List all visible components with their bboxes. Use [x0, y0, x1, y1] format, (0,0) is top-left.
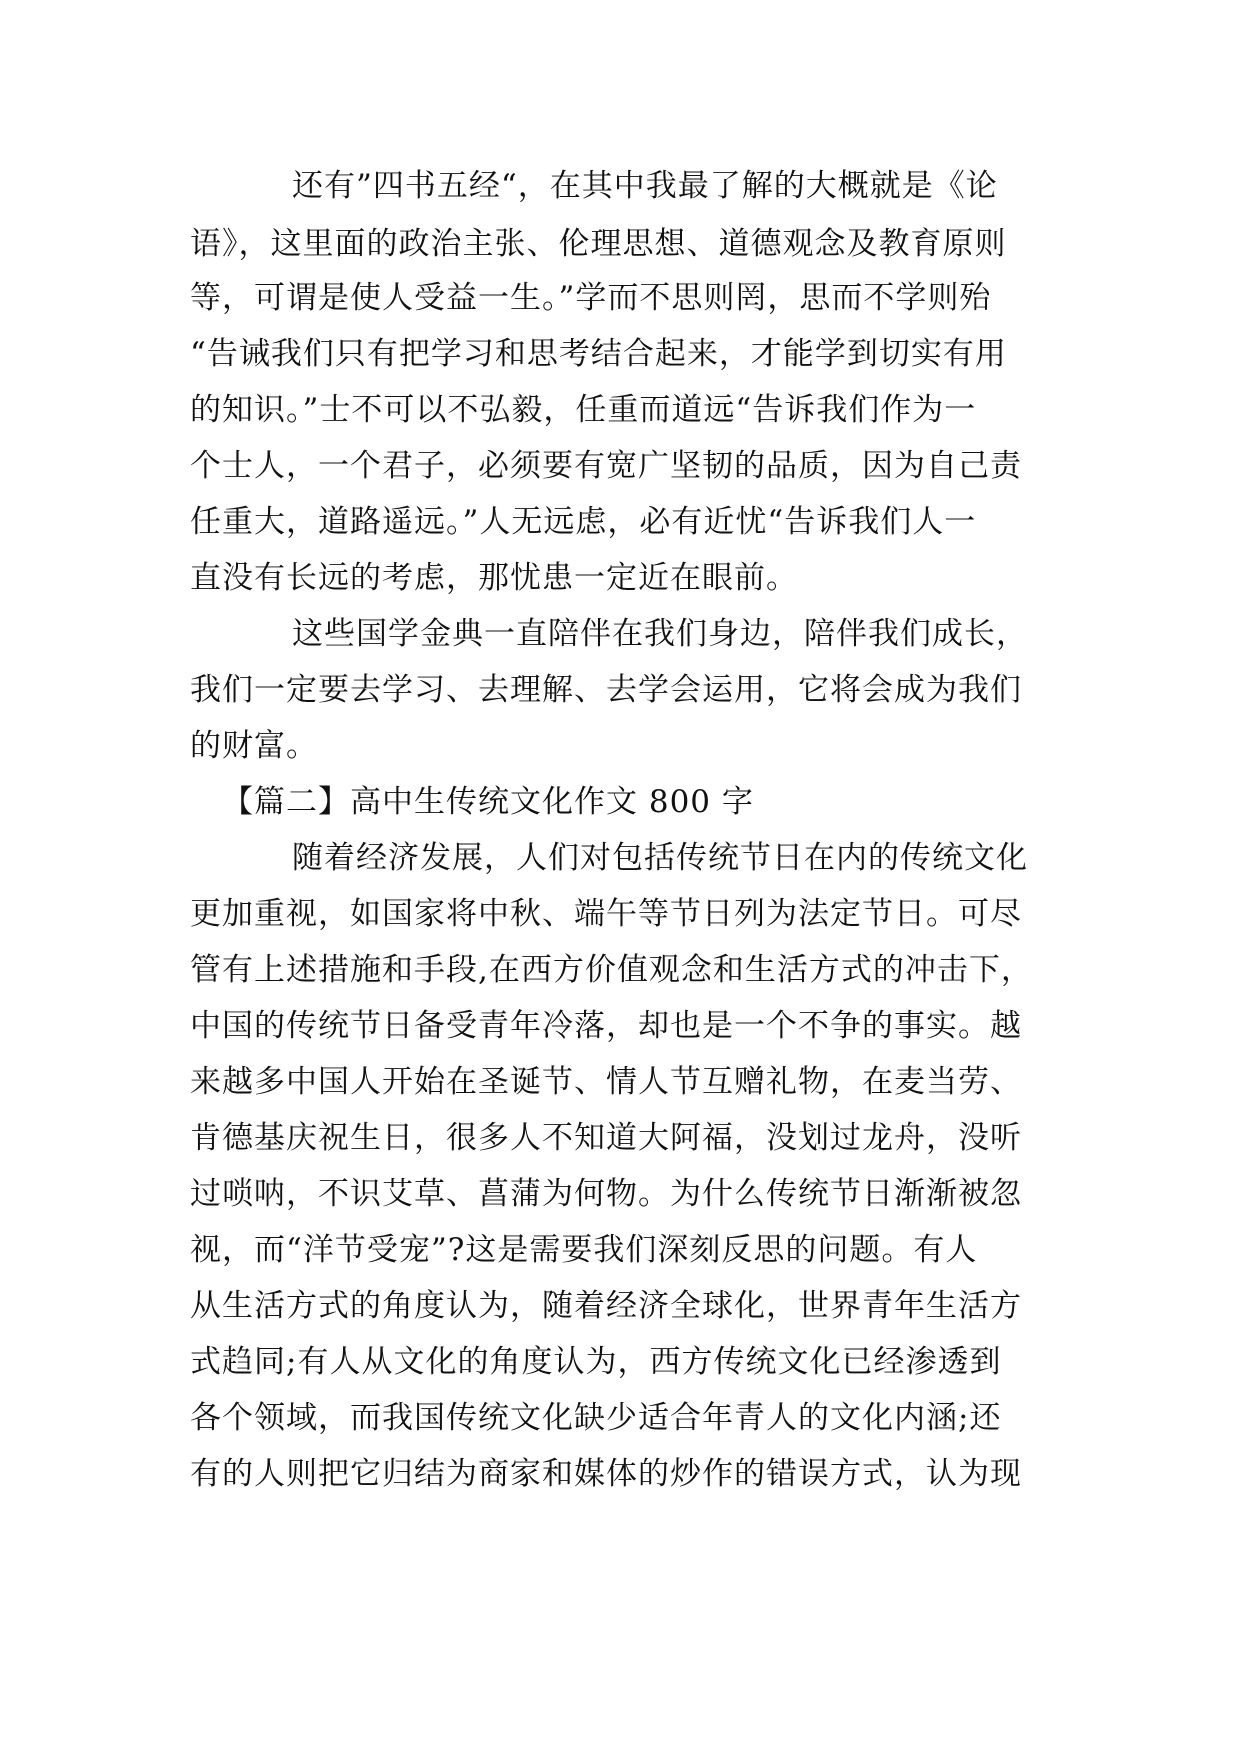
paragraph-line: 任重大，道路遥远。”人无远虑，必有近忧“告诉我们人一 — [190, 504, 977, 540]
paragraph-line: 肯德基庆祝生日，很多人不知道大阿福，没划过龙舟，没听 — [190, 1120, 1022, 1156]
paragraph-line: 视，而“洋节受宠”?这是需要我们深刻反思的问题。有人 — [190, 1232, 978, 1268]
paragraph-line: 的财富。 — [190, 728, 318, 764]
paragraph-line: 管有上述措施和手段,在西方价值观念和生活方式的冲击下， — [190, 952, 1033, 988]
paragraph-line: 还有”四书五经“，在其中我最了解的大概就是《论 — [292, 168, 998, 204]
paragraph-line: 有的人则把它归结为商家和媒体的炒作的错误方式，认为现 — [190, 1456, 1022, 1492]
paragraph-line: 的知识。”士不可以不弘毅，任重而道远“告诉我们作为一 — [190, 392, 977, 428]
paragraph-line: 这些国学金典一直陪伴在我们身边，陪伴我们成长， — [292, 616, 1028, 652]
paragraph-line: 各个领域，而我国传统文化缺少适合年青人的文化内涵;还 — [190, 1400, 1002, 1436]
paragraph-line: 来越多中国人开始在圣诞节、情人节互赠礼物，在麦当劳、 — [190, 1064, 1022, 1100]
paragraph-line: 语》，这里面的政治主张、伦理思想、道德观念及教育原则 — [190, 226, 1007, 262]
paragraph-line: 我们一定要去学习、去理解、去学会运用，它将会成为我们 — [190, 672, 1022, 708]
section-heading: 【篇二】高中生传统文化作文 800 字 — [222, 784, 754, 820]
paragraph-line: 等，可谓是使人受益一生。”学而不思则罔，思而不学则殆 — [190, 280, 992, 316]
paragraph-line: “告诫我们只有把学习和思考结合起来，才能学到切实有用 — [190, 336, 1007, 372]
paragraph-line: 过唢呐，不识艾草、菖蒲为何物。为什么传统节日渐渐被忽 — [190, 1176, 1022, 1212]
paragraph-line: 直没有长远的考虑，那忧患一定近在眼前。 — [190, 560, 798, 596]
paragraph-line: 随着经济发展，人们对包括传统节日在内的传统文化 — [292, 840, 1028, 876]
paragraph-line: 从生活方式的角度认为，随着经济全球化，世界青年生活方 — [190, 1288, 1022, 1324]
paragraph-line: 更加重视，如国家将中秋、端午等节日列为法定节日。可尽 — [190, 896, 1022, 932]
paragraph-line: 个士人，一个君子，必须要有宽广坚韧的品质，因为自己责 — [190, 448, 1022, 484]
paragraph-line: 中国的传统节日备受青年冷落，却也是一个不争的事实。越 — [190, 1008, 1022, 1044]
paragraph-line: 式趋同;有人从文化的角度认为，西方传统文化已经渗透到 — [190, 1344, 1002, 1380]
